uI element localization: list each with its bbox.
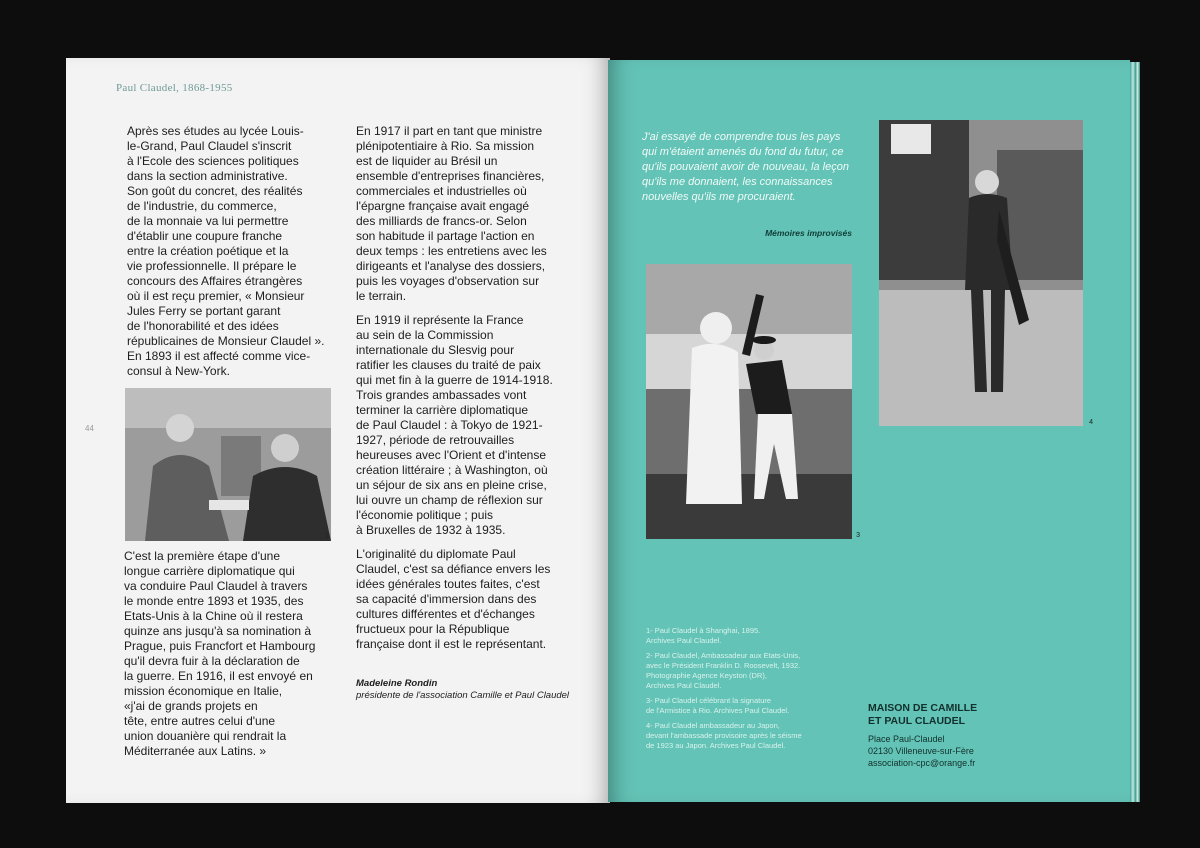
paragraph-career: C'est la première étape d'une longue carrière diplomatique qui va conduire Paul Claudel à travers le monde entre 1893 et 1935, des Etats-Unis à la Chine où il restera quinze ans jusqu'à sa nomination à Prague, puis Francfort et Hambourg qu'il devra fuir à la déclaration de la guerre. En 1916, il est envoyé en mission économique en Italie, «j'ai de grands projets en tête, entre autres celui d'une union douanière qui rendrait la Méditerranée aux Latins. »	[124, 549, 316, 758]
photo-claudel-roosevelt	[125, 388, 331, 541]
caption-2: 2- Paul Claudel, Ambassadeur aux Etats-Unis, avec le Président Franklin D. Roosevelt, 1932. Photographie Agence Keyston (DR), Archives Paul Claudel.	[646, 651, 801, 690]
signature-name: Madeleine Rondin	[356, 678, 438, 689]
text-column-1-top	[127, 124, 339, 379]
text-column-2	[356, 124, 566, 652]
organization-address: Place Paul-Claudel 02130 Villeneuve-sur-Fère association-cpc@orange.fr	[868, 734, 976, 768]
paragraph-embassies: En 1919 il représente la France au sein de la Commission internationale du Slesvig pour ratifier les clauses du traité de paix qui met fin à la guerre de 1914-1918. Trois grandes ambassades vont terminer la carrière diplomatique de Paul Claudel : à Tokyo de 1921- 1927, période de retrouvailles heureuses avec l'Orient et d'intense création littéraire ; à Washington, où un séjour de six ans en pleine crise, lui ouvre un champ de réflexion sur l'économie politique ; puis à Bruxelles de 1932 à 1935.	[356, 313, 553, 537]
organization-name: MAISON DE CAMILLE ET PAUL CLAUDEL	[868, 702, 978, 727]
photo-4-number: 4	[1089, 419, 1093, 426]
photo-2-illustration	[125, 388, 331, 541]
caption-4: 4- Paul Claudel ambassadeur au Japon, devant l'ambassade provisoire après le séisme de 1923 au Japon. Archives Paul Claudel.	[646, 721, 802, 750]
photo-3-illustration	[646, 264, 852, 539]
paragraph-originality: L'originalité du diplomate Paul Claudel, c'est sa défiance envers les idées générales toutes faites, c'est sa capacité d'immersion dans des cultures différentes et d'échanges fructueux pour la République française dont il est le représentant.	[356, 547, 551, 651]
photo-3-number: 3	[856, 532, 860, 539]
page-number: 44	[85, 424, 94, 433]
paragraph-rio: En 1917 il part en tant que ministre plénipotentiaire à Rio. Sa mission est de liquider au Brésil un ensemble d'entreprises financières, commerciales et industrielles où l'épargne française avait engagé des milliards de francs-or. Selon son habitude il partage l'action en deux temps : les entretiens avec les dirigeants et l'analyse des dossiers, puis les voyages d'observation sur le terrain.	[356, 124, 547, 303]
signature-role: présidente de l'association Camille et Paul Claudel	[356, 690, 570, 701]
signature	[356, 678, 586, 702]
photo-armistice-rio	[646, 264, 860, 539]
photo-embassy-japan	[879, 120, 1093, 426]
photo-2-number: 2	[325, 533, 329, 540]
paragraph-studies: Après ses études au lycée Louis- le-Grand, Paul Claudel s'inscrit à l'Ecole des sciences politiques dans la section administrative. Son goût du concret, des réalités de l'industrie, du commerce, de la monnaie va lui permettre d'établir une coupure franche entre la création poétique et la vie professionnelle. Il prépare le concours des Affaires étrangères où il est reçu premier, « Monsieur Jules Ferry se portant garant de l'honorabilité et des idées républicaines de Monsieur Claudel ». En 1893 il est affecté comme vice- consul à New-York.	[127, 124, 325, 378]
quote-source: Mémoires improvisés	[765, 228, 852, 238]
quote: J'ai essayé de comprendre tous les pays qui m'étaient amenés du fond du futur, ce qu'ils pouvaient avoir de nouveau, la leçon qu'ils me donnaient, les connaissances nouvelles qu'ils me procuraient.	[642, 131, 849, 203]
caption-3: 3- Paul Claudel célébrant la signature de l'Armistice à Rio. Archives Paul Claudel.	[646, 696, 790, 715]
caption-1: 1- Paul Claudel à Shanghai, 1895. Archives Paul Claudel.	[646, 626, 761, 645]
page-edges	[1130, 62, 1140, 802]
photo-4-illustration	[879, 120, 1083, 426]
text-column-1-bottom	[124, 549, 338, 759]
running-head: Paul Claudel, 1868-1955	[116, 82, 233, 94]
photo-captions	[646, 626, 851, 756]
